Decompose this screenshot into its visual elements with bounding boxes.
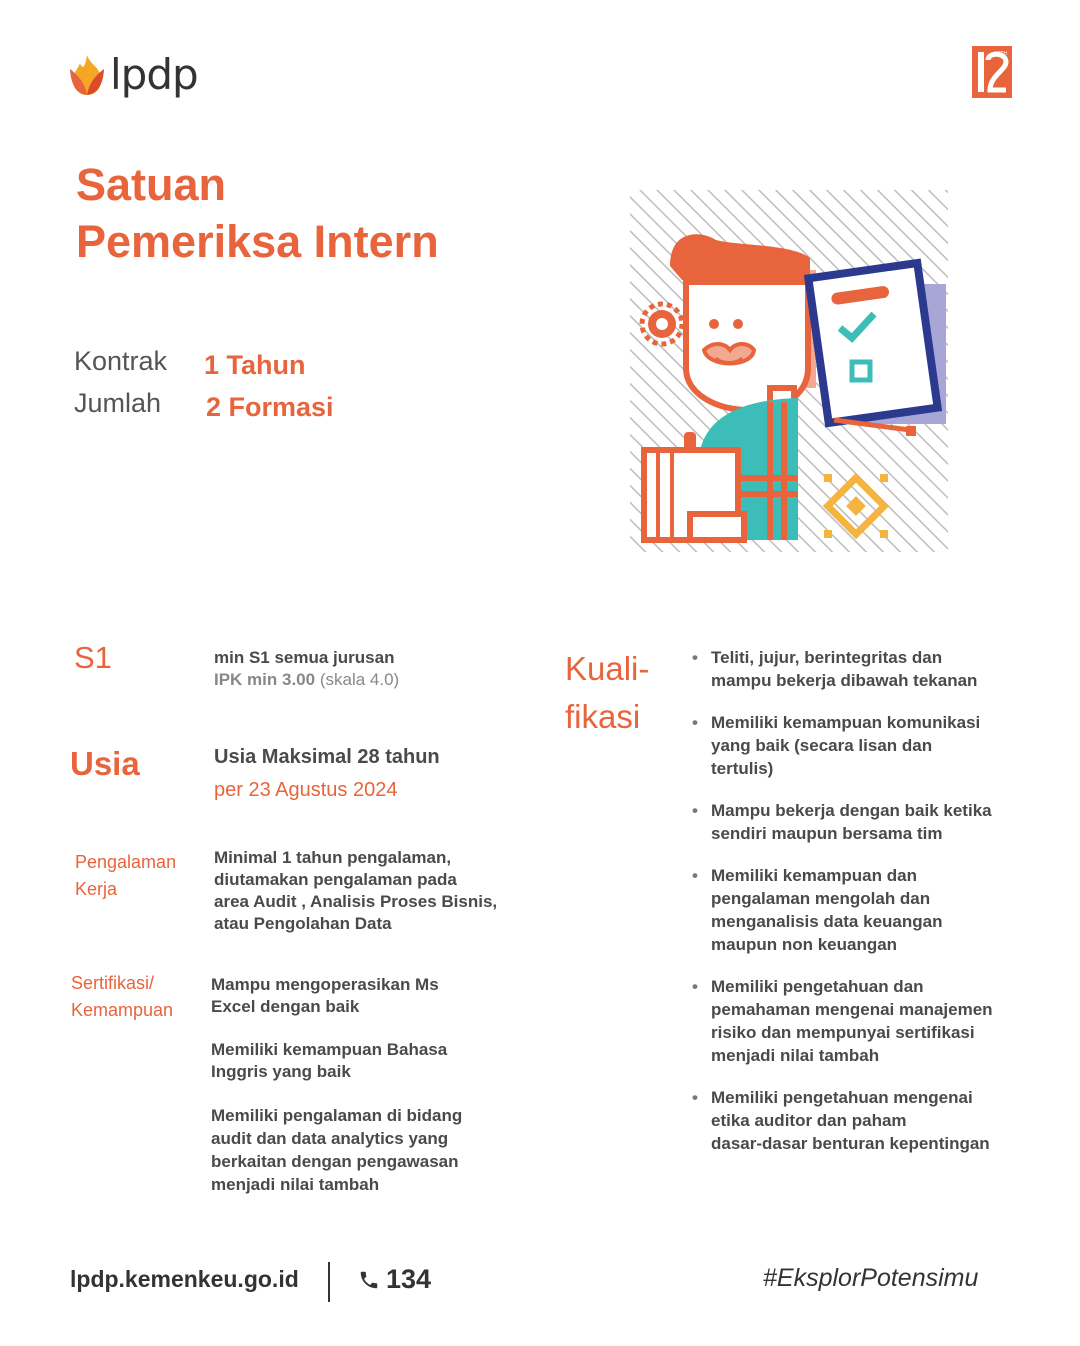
jumlah-label: Jumlah [74, 388, 162, 418]
qualification-label: Kuali- fikasi [565, 650, 650, 735]
list-item: • Memiliki pengetahuan dan pemahaman mengenai manajemen risiko dan mempunyai sertifikasi menjadi nilai tambah [692, 975, 1032, 1067]
list-item: • Memiliki pengetahuan mengenai etika auditor dan paham dasar-dasar benturan kepentingan [692, 1086, 1032, 1155]
experience-label: Pengalaman Kerja [75, 852, 177, 899]
website-link[interactable]: lpdp.kemenkeu.go.id [70, 1266, 299, 1292]
kontrak-label: Kontrak [74, 346, 168, 376]
page-title [76, 156, 439, 270]
title-line-2: Pemeriksa Intern [76, 216, 439, 267]
phone-icon [358, 1269, 380, 1291]
hashtag: #EksplorPotensimu [763, 1264, 979, 1292]
auditor-illustration [620, 188, 960, 560]
lpdp-logo [68, 52, 198, 98]
age-label: Usia [70, 745, 140, 782]
clipboard-icon [808, 263, 946, 436]
education-details [214, 647, 399, 691]
age-date: per 23 Agustus 2024 [214, 779, 398, 801]
education-line-1: min S1 semua jurusan [214, 648, 395, 667]
list-item: • Mampu bekerja dengan baik ketika sendiri maupun bersama tim [692, 799, 1032, 845]
certification-item-1: Mampu mengoperasikan Ms Excel dengan baik [211, 975, 439, 1016]
ipk-value: IPK min 3.00 [214, 670, 316, 689]
certification-label: Sertifikasi/ Kemampuan [71, 973, 174, 1020]
badge-label: 12TH [994, 51, 1008, 57]
flame-icon [68, 53, 106, 97]
qualification-list [692, 646, 1032, 1174]
certification-item-3: Memiliki pengalaman di bidang audit dan data analytics yang berkaitan dengan pengawasan menjadi nilai tambah [211, 1106, 463, 1194]
age-max: Usia Maksimal 28 tahun [214, 746, 440, 768]
list-item: • Memiliki kemampuan komunikasi yang baik (secara lisan dan tertulis) [692, 711, 1032, 780]
ipk-scale: (skala 4.0) [319, 670, 400, 689]
anniversary-badge-icon [972, 46, 1012, 98]
education-label: S1 [74, 640, 112, 675]
jumlah-value: 2 Formasi [206, 392, 334, 422]
phone-number: 134 [386, 1264, 432, 1294]
logo-text: lpdp [110, 50, 198, 99]
phone-contact[interactable] [358, 1264, 431, 1295]
certification-item-2: Memiliki kemampuan Bahasa Inggris yang baik [211, 1040, 448, 1081]
footer-divider [328, 1262, 330, 1302]
kontrak-value: 1 Tahun [204, 350, 306, 380]
title-line-1: Satuan [76, 159, 227, 210]
experience-text: Minimal 1 tahun pengalaman, diutamakan pengalaman pada area Audit , Analisis Proses Bisnis, atau Pengolahan Data [214, 848, 498, 933]
briefcase-icon [644, 432, 744, 540]
list-item: • Memiliki kemampuan dan pengalaman mengolah dan menganalisis data keuangan maupun non keuangan [692, 864, 1032, 956]
list-item: • Teliti, jujur, berintegritas dan mampu bekerja dibawah tekanan [692, 646, 1032, 692]
